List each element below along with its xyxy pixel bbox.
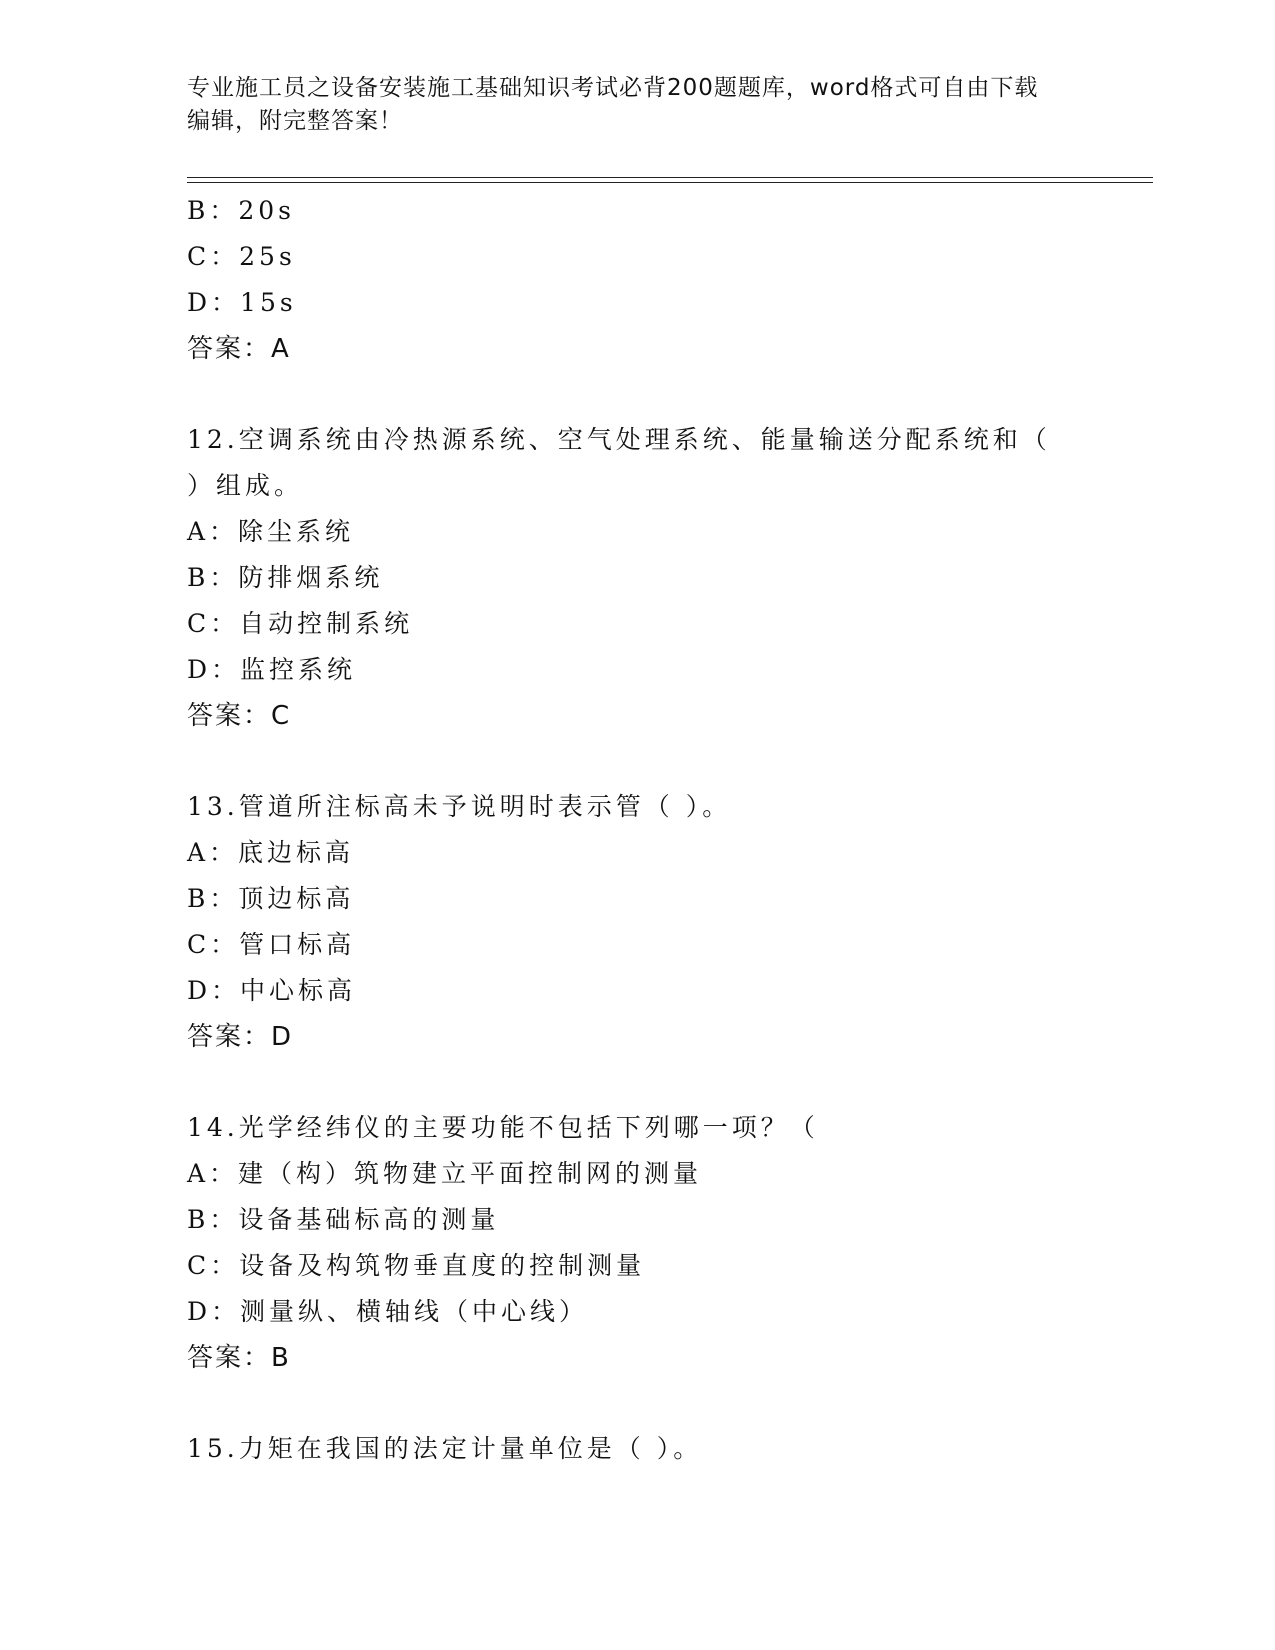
question-13 — [187, 784, 1153, 1060]
header-divider-top — [187, 177, 1153, 178]
option-b: B：防排烟系统 — [187, 563, 384, 592]
option-a: A：底边标高 — [187, 838, 355, 867]
document-header — [187, 72, 1087, 138]
option-b: B：设备基础标高的测量 — [187, 1205, 500, 1234]
option-d: D：15s — [187, 288, 297, 317]
answer: 答案：C — [187, 701, 292, 731]
spacer — [187, 1060, 1153, 1105]
question-stem: 15.力矩在我国的法定计量单位是（ ）。 — [187, 1434, 703, 1463]
option-b: B：20s — [187, 196, 296, 225]
question-14 — [187, 1105, 1153, 1381]
question-list — [187, 188, 1153, 1472]
header-title-line-1: 专业施工员之设备安装施工基础知识考试必背200题题库，word格式可自由下载 — [187, 75, 1039, 101]
answer: 答案：A — [187, 334, 291, 364]
option-a: A：除尘系统 — [187, 517, 355, 546]
question-stem-continued: ）组成。 — [187, 471, 304, 500]
answer: 答案：D — [187, 1022, 294, 1052]
spacer — [187, 1381, 1153, 1426]
question-stem: 13.管道所注标高未予说明时表示管（ ）。 — [187, 792, 732, 821]
option-d: D：中心标高 — [187, 976, 357, 1005]
option-c: C：25s — [187, 242, 296, 271]
header-divider-bottom — [187, 182, 1153, 183]
question-11-continued — [187, 188, 1153, 372]
spacer — [187, 739, 1153, 784]
answer: 答案：B — [187, 1343, 291, 1373]
option-d: D：监控系统 — [187, 655, 357, 684]
question-15 — [187, 1426, 1153, 1472]
question-stem: 12.空调系统由冷热源系统、空气处理系统、能量输送分配系统和（ — [187, 425, 1051, 454]
spacer — [187, 372, 1153, 417]
header-title-line-2: 编辑，附完整答案！ — [187, 108, 403, 134]
question-12 — [187, 417, 1153, 739]
question-stem: 14.光学经纬仪的主要功能不包括下列哪一项？（ — [187, 1113, 819, 1142]
option-b: B：顶边标高 — [187, 884, 355, 913]
option-d: D：测量纵、横轴线（中心线） — [187, 1297, 589, 1326]
option-c: C：自动控制系统 — [187, 609, 414, 638]
option-c: C：设备及构筑物垂直度的控制测量 — [187, 1251, 646, 1280]
option-c: C：管口标高 — [187, 930, 356, 959]
option-a: A：建（构）筑物建立平面控制网的测量 — [187, 1159, 703, 1188]
